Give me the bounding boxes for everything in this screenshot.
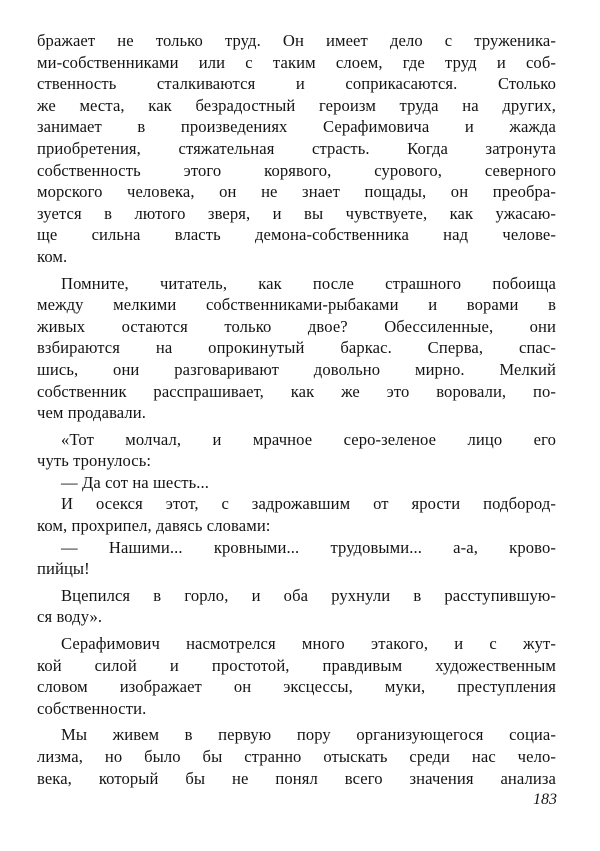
paragraph (37, 724, 556, 789)
text-line: Вцепился в горло, и оба рухнули в расступившую- (61, 585, 556, 605)
text-line: словом изображает он эксцессы, муки, преступления (37, 677, 556, 697)
text-line: — Нашими... кровными... трудовыми... а-а, крово- (61, 537, 556, 557)
text-line: кой силой и простотой, правдивым художественным (37, 655, 556, 675)
paragraph (37, 429, 556, 472)
text-line: ми-собственниками или с таким слоем, где труд и соб- (37, 52, 556, 72)
text-line: зуется в лютого зверя, и вы чувствуете, как ужасаю- (37, 203, 556, 223)
text-line: века, который бы не понял всего значения анализа (37, 768, 556, 788)
paragraph (37, 30, 556, 268)
paragraph (37, 493, 556, 536)
text-body (37, 30, 556, 789)
text-line: чуть тронулось: (37, 451, 152, 471)
paragraph (37, 633, 556, 719)
text-line: между мелкими собственниками-рыбаками и ворами в (37, 295, 556, 315)
text-line: бражает не только труд. Он имеет дело с труженика- (37, 31, 556, 50)
text-line: живых остаются только двое? Обессиленные, они (37, 316, 556, 336)
text-line: чем продавали. (37, 403, 146, 423)
text-line: И осекся этот, с задрожавшим от ярости подбород- (61, 494, 556, 514)
text-line: Серафимович насмотрелся много этакого, и с жут- (61, 634, 556, 654)
paragraph (37, 537, 556, 580)
text-line: взбираются на опрокинутый баркас. Сперва, спас- (37, 338, 556, 358)
text-line: занимает в произведениях Серафимовича и жажда (37, 117, 556, 137)
page-number: 183 (533, 791, 557, 808)
text-line: Мы живем в первую пору организующегося социа- (61, 725, 556, 745)
text-line: шись, они разговаривают довольно мирно. Мелкий (37, 359, 556, 379)
paragraph (37, 273, 556, 424)
text-line: пийцы! (37, 559, 90, 579)
text-line: приобретения, стяжательная страсть. Когда затронута (37, 138, 556, 158)
text-line: собственности. (37, 698, 147, 718)
text-line: ком, прохрипел, давясь словами: (37, 516, 271, 536)
text-line: собственник расспрашивает, как же это воровали, по- (37, 381, 556, 401)
text-line: ще сильна власть демона-собственника над челове- (37, 225, 556, 245)
text-line: — Да сот на шесть... (61, 472, 209, 492)
text-line: морского человека, он не знает пощады, он преобра- (37, 182, 556, 202)
paragraph (37, 585, 556, 628)
paragraph (37, 472, 556, 494)
text-line: Помните, читатель, как после страшного побоища (61, 273, 556, 293)
text-line: ственность сталкиваются и соприкасаются. Столько (37, 74, 556, 94)
text-line: «Тот молчал, и мрачное серо-зеленое лицо его (61, 429, 556, 449)
text-line: собственность этого корявого, сурового, северного (37, 160, 556, 180)
text-line: лизма, но было бы странно отыскать среди нас чело- (37, 747, 556, 766)
text-line: же места, как безрадостный героизм труда на других, (37, 95, 556, 115)
text-line: ся воду». (37, 607, 103, 627)
text-line: ком. (37, 246, 68, 266)
